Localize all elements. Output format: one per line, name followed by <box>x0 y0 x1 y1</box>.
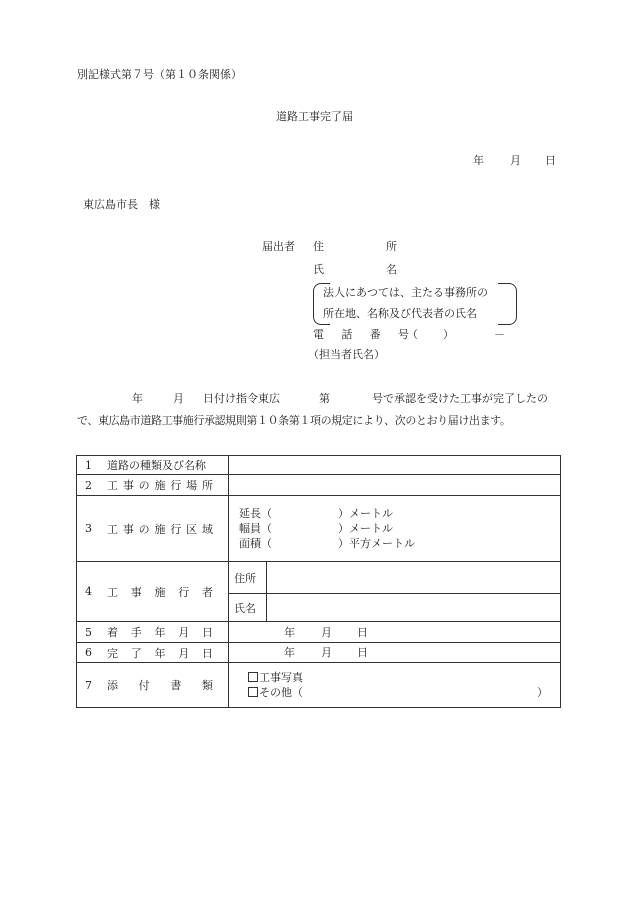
table-row-end-date: 6 完 了 年 月 日 年 月 日 <box>77 643 561 663</box>
length-line: 延長（ ） メートル <box>239 507 393 520</box>
date-year-label: 年 <box>473 154 484 167</box>
attachment-other[interactable]: その他（ <box>248 685 560 700</box>
table-row-road: 1 道路の種類及び名称 <box>77 456 561 475</box>
statement-line-2: で、東広島市道路工事施行承認規則第１０条第１項の規定により、次のとおり届け出ます。 <box>77 414 511 427</box>
table-row-attachments: 7 添 付 書 類 工事写真 その他（ ） <box>77 663 561 708</box>
date-month-label: 月 <box>510 154 521 167</box>
note-line-2: 所在地、名称及び代表者の氏名 <box>323 307 477 320</box>
photo-checkbox[interactable] <box>248 672 258 682</box>
operator-address-label: 住所 <box>229 562 267 594</box>
date-day-label: 日 <box>545 154 556 167</box>
start-date-cell[interactable]: 年 月 日 <box>229 622 561 643</box>
table-row-area: 3 工 事 の 施 行 区 域 延長（ ） メートル 幅員（ ） メートル 面積（ ） 平方メートル <box>77 496 561 562</box>
phone-open: （ <box>407 328 418 341</box>
table-row-location: 2 工 事 の 施 行 場 所 <box>77 475 561 496</box>
form-number: 別記様式第７号（第１０条関係） <box>77 68 242 81</box>
area-line: 面積（ ） 平方メートル <box>239 537 415 550</box>
operator-name-label: 氏名 <box>229 594 267 622</box>
name-label: 氏 名 <box>313 263 397 276</box>
table-row-operator: 4 工 事 施 行 者 住所 <box>77 562 561 594</box>
applicant-label: 届出者 <box>262 240 295 253</box>
completion-table <box>76 455 561 708</box>
area-cell[interactable] <box>229 496 561 562</box>
end-date-cell[interactable]: 年 月 日 <box>229 643 561 663</box>
operator-name-cell[interactable] <box>267 594 561 622</box>
address-label: 住 所 <box>313 240 397 253</box>
addressee: 東広島市長 様 <box>83 198 160 211</box>
note-line-1: 法人にあつては、主たる事務所の <box>323 286 488 299</box>
other-close: ） <box>537 686 548 699</box>
location-cell[interactable] <box>229 475 561 496</box>
phone-dash: － <box>494 328 505 341</box>
phone-close: ） <box>443 328 454 341</box>
width-line: 幅員（ ） メートル <box>239 522 393 535</box>
table-row-start-date: 5 着 手 年 月 日 年 月 日 <box>77 622 561 643</box>
road-name-cell[interactable] <box>229 456 561 475</box>
other-checkbox[interactable] <box>248 687 258 697</box>
phone-label: 電 話 番 号 <box>313 328 409 341</box>
attachment-photo[interactable]: 工事写真 <box>248 670 560 685</box>
contact-person-label: （担当者氏名） <box>308 348 385 361</box>
operator-address-cell[interactable] <box>267 562 561 594</box>
attachments-cell <box>229 663 561 708</box>
form-title: 道路工事完了届 <box>276 110 353 123</box>
